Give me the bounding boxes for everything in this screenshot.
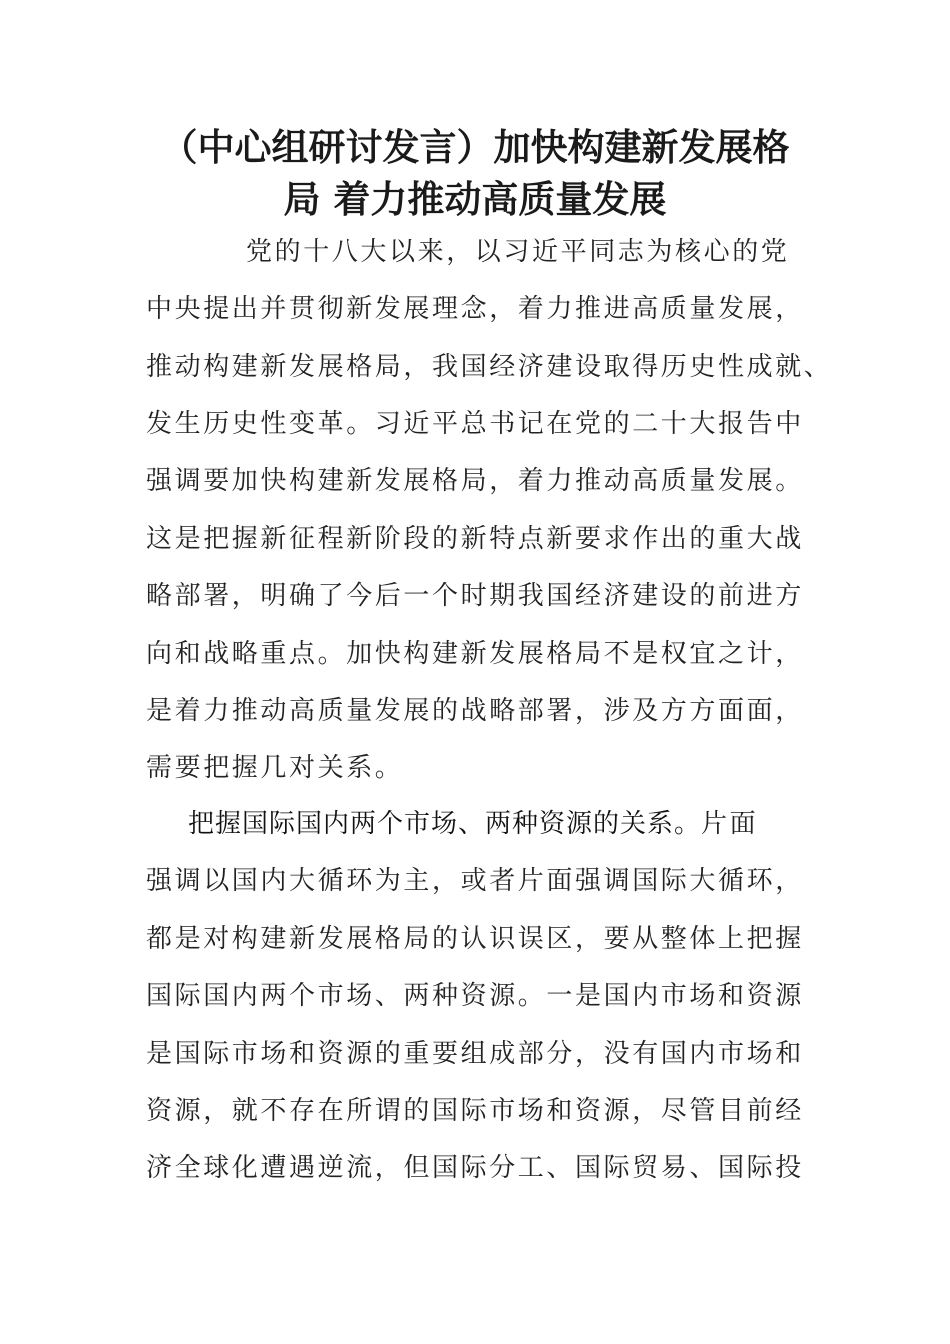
document-title-line-1: （中心组研讨发言）加快构建新发展格 [160,126,790,169]
paragraph-1-line: 党的十八大以来，以习近平同志为核心的党 [246,237,790,267]
paragraph-1-line: 是着力推动高质量发展的战略部署，涉及方方面面， [146,696,804,726]
paragraph-2-line: 是国际市场和资源的重要组成部分，没有国内市场和 [146,1039,804,1069]
paragraph-2-lead: 把握国际国内两个市场、两种资源的关系。 [188,809,702,839]
document-title-line-2: 局 着力推动高质量发展 [283,178,667,221]
paragraph-1-line: 向和战略重点。加快构建新发展格局不是权宜之计， [146,639,804,669]
paragraph-2-first-line [188,807,758,841]
paragraph-1-line: 中央提出并贯彻新发展理念，着力推进高质量发展， [146,294,804,324]
paragraph-2-line: 国际国内两个市场、两种资源。一是国内市场和资源 [146,981,804,1011]
paragraph-1-line: 推动构建新发展格局，我国经济建设取得历史性成就、 [146,352,833,382]
paragraph-1-line: 需要把握几对关系。 [146,753,404,783]
paragraph-2-line: 济全球化遭遇逆流，但国际分工、国际贸易、国际投 [146,1153,804,1183]
paragraph-2-line: 强调以国内大循环为主，或者片面强调国际大循环， [146,866,804,896]
paragraph-1-line: 发生历史性变革。习近平总书记在党的二十大报告中 [146,409,804,439]
paragraph-2-line: 资源，就不存在所谓的国际市场和资源，尽管目前经 [146,1096,804,1126]
paragraph-1-line: 略部署，明确了今后一个时期我国经济建设的前进方 [146,581,804,611]
paragraph-1-line: 这是把握新征程新阶段的新特点新要求作出的重大战 [146,524,804,554]
paragraph-2-line: 都是对构建新发展格局的认识误区，要从整体上把握 [146,924,804,954]
paragraph-1-line: 强调要加快构建新发展格局，着力推动高质量发展。 [146,466,804,496]
paragraph-2-first-rest: 片面 [701,809,759,839]
